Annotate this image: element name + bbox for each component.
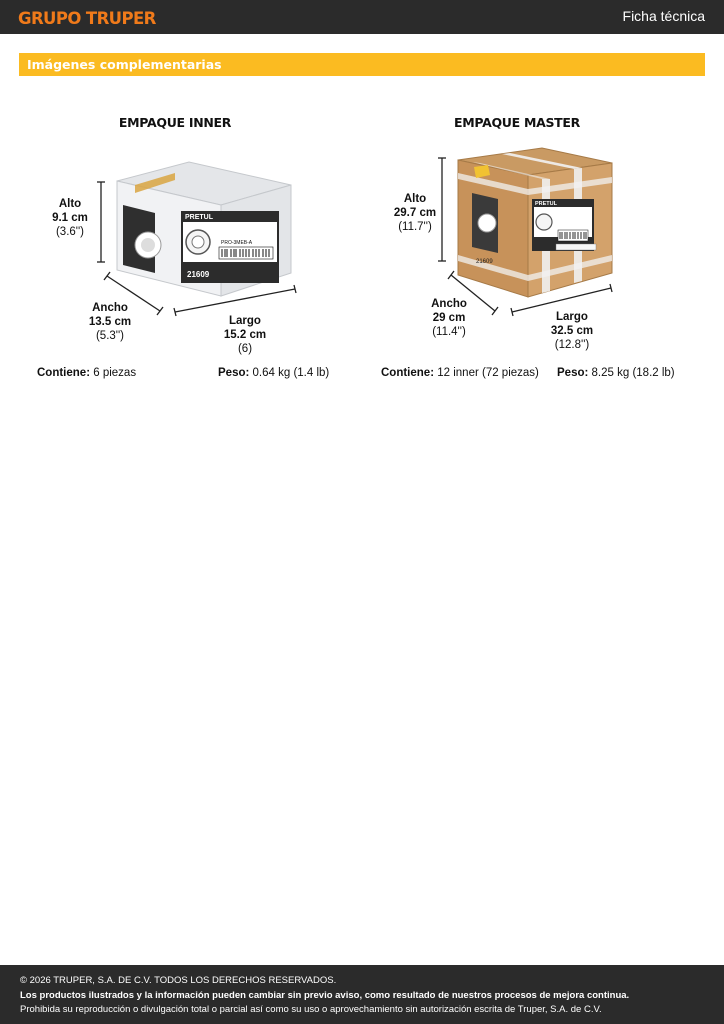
inner-box-shape [117, 162, 291, 296]
change-notice-text: Los productos ilustrados y la información pueden cambiar sin previo aviso, como resultado de nuestros procesos de mejora continua. [20, 990, 630, 1001]
truper-logo: GRUPO TRUPER [18, 9, 156, 28]
inner-box-brand: PRETUL [185, 214, 213, 221]
master-ancho-label: Ancho 29 cm (11.4'') [431, 298, 467, 338]
inner-largo-label: Largo 15.2 cm (6) [223, 315, 267, 355]
inner-box-code: 21609 [187, 270, 210, 279]
master-box-shape [458, 148, 612, 297]
master-box-side-code: 21609 [476, 259, 493, 265]
inner-package-title: EMPAQUE INNER [118, 115, 232, 130]
copyright-text: © 2026 TRUPER, S.A. DE C.V. TODOS LOS DERECHOS RESERVADOS. [20, 975, 337, 986]
inner-ancho-label: Ancho 13.5 cm (5.3'') [88, 302, 132, 342]
master-largo-label: Largo 32.5 cm (12.8'') [550, 311, 594, 351]
top-bar [0, 0, 724, 34]
legal-footer [0, 965, 724, 1024]
master-box-illustration [362, 105, 707, 365]
prohibition-text: Prohibida su reproducción o divulgación total o parcial así como su uso o aprovechamiento sin autorización escrita de Truper, S.A. de C.V. [20, 1004, 602, 1015]
inner-contains: Contiene: 6 piezas [37, 367, 137, 379]
section-title: Imágenes complementarias [27, 57, 222, 72]
master-package-panel [362, 105, 707, 395]
inner-alto-label: Alto 9.1 cm (3.6'') [52, 198, 88, 238]
master-box-brand: PRETUL [535, 201, 557, 207]
inner-weight: Peso: 0.64 kg (1.4 lb) [218, 367, 330, 379]
master-alto-label: Alto 29.7 cm (11.7'') [393, 193, 437, 233]
inner-package-panel [15, 105, 360, 395]
section-header [19, 53, 705, 76]
master-contains: Contiene: 12 inner (72 piezas) [381, 367, 539, 379]
master-package-title: EMPAQUE MASTER [454, 115, 580, 130]
master-weight: Peso: 8.25 kg (18.2 lb) [557, 367, 675, 379]
inner-box-model: PRO-3MEB-A [221, 240, 253, 246]
document-type: Ficha técnica [622, 8, 705, 24]
